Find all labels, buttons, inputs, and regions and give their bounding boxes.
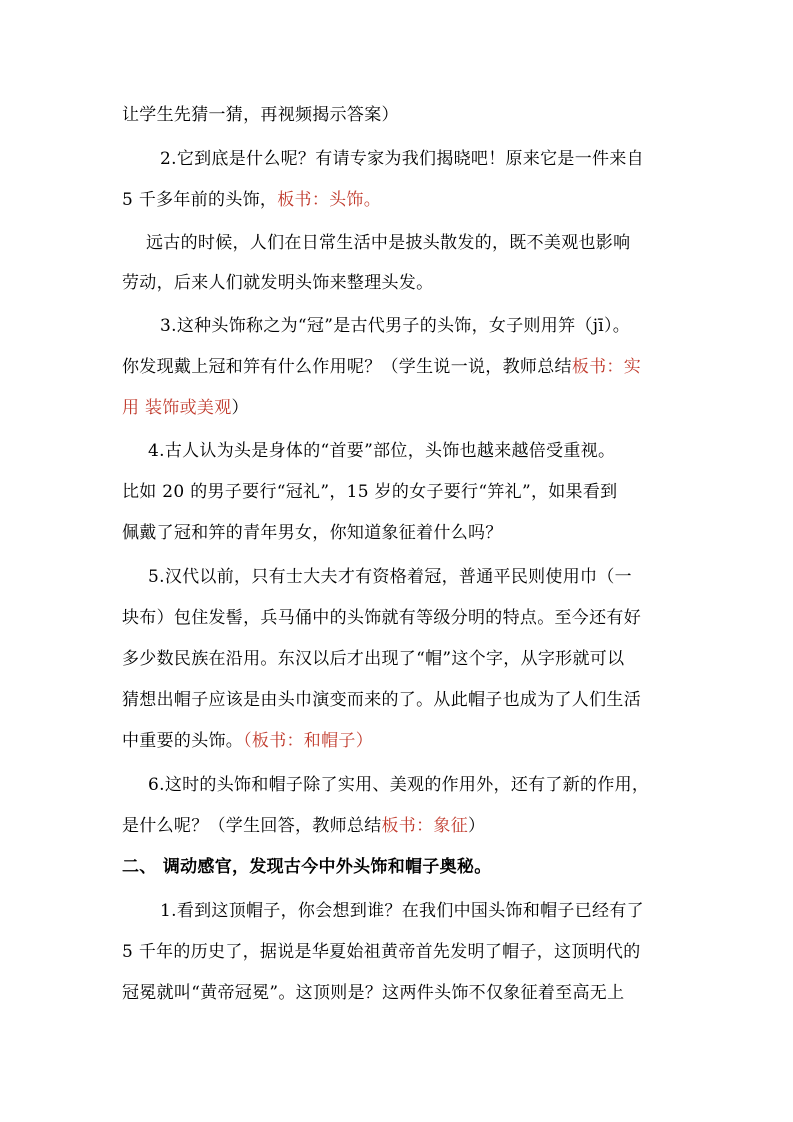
board-note: （板书：和帽子） — [243, 731, 374, 751]
paragraph-text: 4.古人认为头是身体的“首要”部位，头饰也越来越倍受重视。 — [148, 441, 616, 461]
text-line — [122, 189, 381, 211]
paragraph-text: 猜想出帽子应该是由头巾演变而来的了。从此帽子也成为了人们生活 — [122, 690, 641, 710]
paragraph-text: 3.这种头饰称之为“冠”是古代男子的头饰，女子则用笄（jī）。 — [160, 316, 631, 336]
text-line — [122, 104, 399, 126]
text-line — [148, 774, 649, 796]
text-line — [122, 689, 641, 711]
paragraph-text: 6.这时的头饰和帽子除了实用、美观的作用外，还有了新的作用， — [148, 775, 650, 795]
text-line — [122, 648, 624, 670]
text-line — [122, 356, 641, 378]
paragraph-text: 远古的时候，人们在日常生活中是披头散发的，既不美观也影响 — [146, 233, 631, 253]
paragraph-text: 劳动，后来人们就发明头饰来整理头发。 — [122, 273, 434, 293]
paragraph-text: 5 千年的历史了，据说是华夏始祖黄帝首先发明了帽子，这顶明代的 — [122, 942, 641, 962]
board-note: 板书：实 — [571, 357, 642, 377]
text-line — [122, 941, 641, 963]
paragraph-text: 2.它到底是什么呢？有请专家为我们揭晓吧！原来它是一件来自 — [160, 149, 644, 169]
paragraph-text: 块布）包住发髻，兵马俑中的头饰就有等级分明的特点。至今还有好 — [122, 608, 641, 628]
text-line — [122, 607, 641, 629]
text-line — [146, 232, 630, 254]
paragraph-text: 比如 20 的男子要行“冠礼”，15 岁的女子要行“笄礼”，如果看到 — [122, 482, 618, 502]
text-line — [122, 272, 433, 294]
paragraph-text: 你发现戴上冠和笄有什么作用呢？（学生说一说，教师总结 — [122, 357, 572, 377]
paragraph-text: 让学生先猜一猜，再视频揭示答案） — [122, 105, 399, 125]
paragraph-text: 冠冕就叫“黄帝冠冕”。这顶则是？这两件头饰不仅象征着至高无上 — [122, 983, 625, 1003]
paragraph-text: 5.汉代以前，只有士大夫才有资格着冠，普通平民则使用巾（一 — [148, 567, 632, 587]
paragraph-text: 多少数民族在沿用。东汉以后才出现了“帽”这个字，从字形就可以 — [122, 649, 625, 669]
text-line — [122, 815, 485, 837]
paragraph-text: 1.看到这顶帽子，你会想到谁？在我们中国头饰和帽子已经有了 — [160, 901, 644, 921]
board-note: 板书：象征 — [381, 816, 468, 836]
text-line — [122, 522, 503, 544]
board-note: 用 装饰或美观 — [122, 398, 232, 418]
paragraph-text: ） — [468, 816, 486, 836]
text-line — [160, 315, 630, 337]
text-line — [122, 982, 624, 1004]
text-line — [160, 900, 644, 922]
heading-text: 二、 调动感官，发现古今中外头饰和帽子奥秘。 — [122, 857, 492, 877]
paragraph-text: ） — [231, 398, 249, 418]
text-line — [148, 440, 615, 462]
text-line — [122, 730, 373, 752]
text-line — [148, 566, 632, 588]
text-line — [122, 397, 249, 419]
paragraph-text: 是什么呢？（学生回答，教师总结 — [122, 816, 382, 836]
section-heading — [122, 856, 492, 878]
paragraph-text: 中重要的头饰。 — [122, 731, 244, 751]
board-note: 板书：头饰。 — [277, 190, 382, 210]
paragraph-text: 佩戴了冠和笄的青年男女，你知道象征着什么吗？ — [122, 523, 503, 543]
text-line — [160, 148, 644, 170]
paragraph-text: 5 千多年前的头饰， — [122, 190, 278, 210]
text-line — [122, 481, 617, 503]
